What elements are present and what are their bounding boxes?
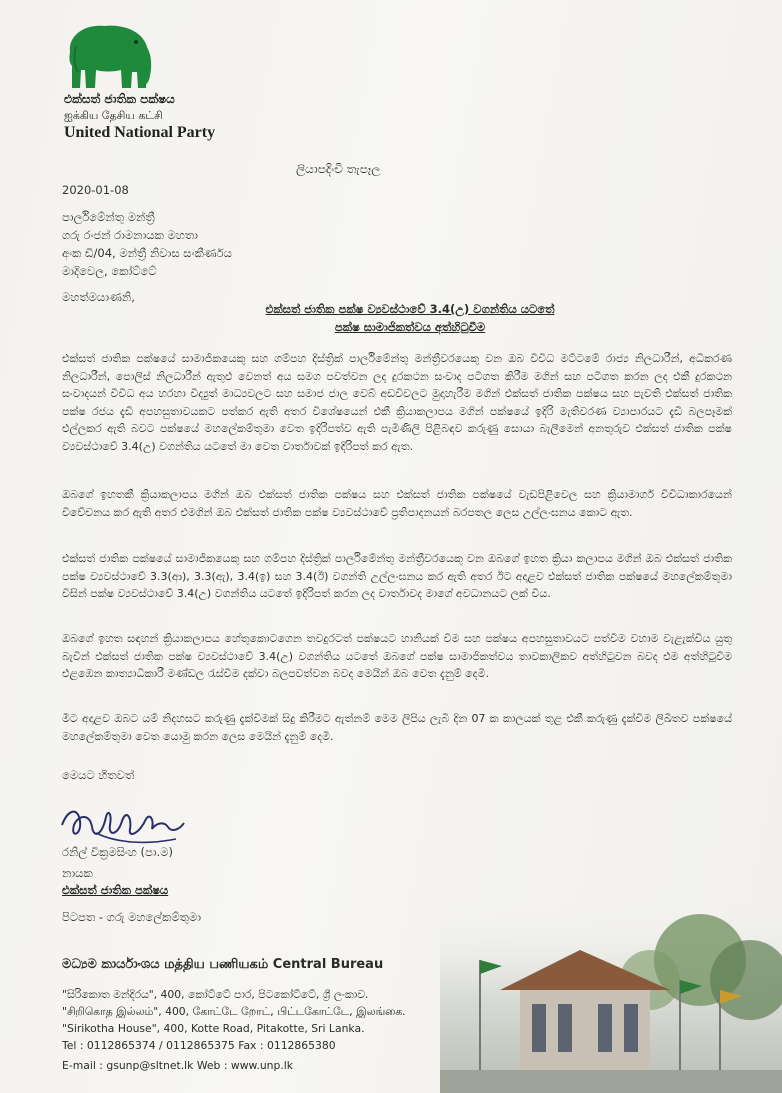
recipient-line: අංක ඩී/04, මන්ත්‍රී නිවාස සංකීර්ණය (62, 246, 232, 260)
address-tamil: "சிறிகொத இல்லம்", 400, கோட்டே றோட், பிட்டகோட்டே, இலங்கை. (62, 1005, 406, 1018)
letter-type-title: ලියාපදිංචි තැපෑල (296, 162, 381, 176)
elephant-logo (62, 16, 154, 96)
body-paragraph: එක්සත් ජාතික පක්ෂයේ සාමාජිකයෙකු සහ ගම්පහ දිස්ත්‍රික් පාර්ලිමේන්තු මන්ත්‍රීවරයෙකු වන ඔබ විවිධ මට්ටමේ රාජ්‍ය නිලධාරීන්, අධිකරණ නිලධාරීන්, පොලිස් නිලධාරීන් ඇතුළු වෙනත් අය සමග පවත්වන ලද දුරකථන සංවාද පටිගත කිරීම මගින් සහ පටිගත කරන ලද එකී දුරකථන සංවාදයන් විවිධ අය හරහා විද්‍යුත් මාධ්‍යවලට සහ සමාජ ජාල වෙබ් අඩවිවලට මුදාහැරීම මගින් එක්සත් ජාතික පක්ෂය සහ පැවති එක්සත් ජාතික පක්ෂ රජය දැඩි අපහසුතාවයකට පත්කර ඇති අතර විශේෂයෙන් එකී ක්‍රියාකලාපය මගින් පක්ෂයේ ඉදිරි මැතිවරණ ව්‍යාපාරයට දැඩි බලපෑමක් එල්ලකර ඇති බවට පක්ෂයේ මහලේකම්තුමා වෙත ඉදිරිපත්ව ඇති පැමිණිලි පිළිබඳව කරුණු සොයා බැලීමෙන් අනතුරුව එක්සත් ජාතික පක්ෂ ව්‍යවස්ථාවේ 3.4(උ) වගන්තිය යටතේ මා වෙත වාර්තාවක් ඉදිරිපත් කර ඇත. (62, 352, 732, 453)
letter-date: 2020-01-08 (62, 183, 129, 197)
party-name-sinhala: එක්සත් ජාතික පක්ෂය (64, 92, 175, 106)
recipient-line: මාදිවෙල, කෝට්ටේ (62, 264, 157, 278)
subject-line: පක්ෂ සාමාජිකත්වය අත්හිටුවීම (334, 320, 486, 334)
address-english: "Sirikotha House", 400, Kotte Road, Pitakotte, Sri Lanka. (62, 1022, 365, 1035)
signatory-name: රනිල් වික්‍රමසිංහ (පා.ම) (62, 845, 173, 859)
carbon-copy: පිටපත - ගරු මහලේකම්තුමා (62, 910, 202, 924)
subject-line: එක්සත් ජාතික පක්ෂ ව්‍යවස්ථාවේ 3.4(උ) වගන්තිය යටතේ (265, 302, 555, 316)
salutation: මහත්මයාණනි, (62, 290, 135, 304)
party-name-english: United National Party (64, 124, 216, 141)
closing: මෙයට හිතවත් (62, 768, 135, 782)
body-paragraph: ඔබගේ ඉහතකී ක්‍රියාකලාපය මගින් ඔබ එක්සත් ජාතික පක්ෂය සහ එක්සත් ජාතික පක්ෂයේ වැඩපිළිවෙල සහ ක්‍රියාමාර්ග විවිධාකාරයෙන් විවේචනය කර ඇති අතර එමගින් ඔබ එක්සත් ජාතික පක්ෂ ව්‍යවස්ථාවේ ප්‍රතිපාදනයන් බරපතල ලෙස උල්ලංඝනය කොට ඇත. (62, 488, 732, 519)
signatory-role: නායක (62, 866, 93, 880)
email-web: E-mail : gsunp@sltnet.lk Web : www.unp.lk (62, 1059, 294, 1072)
recipient-line: ගරු රංජන් රාමනායක මහතා (62, 228, 198, 242)
party-name-tamil: ஐக்கிய தேசிய கட்சி (64, 109, 163, 122)
headquarters-photo (440, 900, 782, 1093)
body-paragraph: එක්සත් ජාතික පක්ෂයේ සාමාජිකයෙකු සහ ගම්පහ දිස්ත්‍රික් පාර්ලිමේන්තු මන්ත්‍රීවරයෙකු වන ඔබගේ ඉහත ක්‍රියා කලාපය මගින් ඔබ එක්සත් ජාතික පක්ෂ ව්‍යවස්ථාවේ 3.3(ආ), 3.3(ඇ), 3.4(ඉ) සහ 3.4(ඊ) වගන්ති උල්ලංඝනය කර ඇති අතර ඊට අදාළව එක්සත් ජාතික පක්ෂයේ මහලේකම්තුමා විසින් පක්ෂ ව්‍යවස්ථාවේ 3.4(උ) වගන්තිය යටතේ ඉදිරිපත් කරන ලද වාර්තාවද මාගේ අවධානයට ලක් විය. (62, 552, 732, 601)
recipient-line: පාර්ලිමේන්තු මන්ත්‍රී (62, 210, 155, 224)
signatory-organization: එක්සත් ජාතික පක්ෂය (62, 883, 169, 897)
central-bureau-heading: මධ්‍යම කාර්යාංශය மத்திய பணியகம் Central Bureau (62, 957, 384, 972)
address-sinhala: "සිරිකොත මන්දිරය", 400, කෝට්ටේ පාර, පිටකෝට්ටේ, ශ්‍රී ලංකාව. (62, 988, 369, 1001)
body-paragraph: ඔබගේ ඉහත සඳහන් ක්‍රියාකලාපය හේතුකොටගෙන තවදුරටත් පක්ෂයට හානියක් වීම සහ පක්ෂය අපහසුතාවයට පත්වීම වහාම වැළැක්විය යුතු බැවින් එක්සත් ජාතික පක්ෂ ව්‍යවස්ථාවේ 3.4(උ) වගන්තිය යටතේ ඔබගේ පක්ෂ සාමාජිකත්වය තාවකාලිකව අත්හිටුවන බවද එම අත්හිටුවීම එළඹෙන කාත්‍යාධිකාරී මණ්ඩල රැස්වීම දක්වා බලපවත්වන බවද මෙයින් ඔබ වෙත දැනුම් දෙමි. (62, 632, 732, 681)
phone-fax: Tel : 0112865374 / 0112865375 Fax : 0112865380 (62, 1039, 336, 1052)
body-paragraph: මීට අදාළව ඔබට යම් නිදහසට කරුණු දැක්වීමක් සිදු කිරීමට ඇත්නම් මෙම ලිපිය ලැබී දින 07 ක කාලයක් තුළ එකී කරුණු දැක්වීම ලිඛිතව පක්ෂයේ මහලේකම්තුමා වෙත යොමු කරන ලෙස මෙයින් දැනුම් දෙමි. (62, 712, 732, 743)
